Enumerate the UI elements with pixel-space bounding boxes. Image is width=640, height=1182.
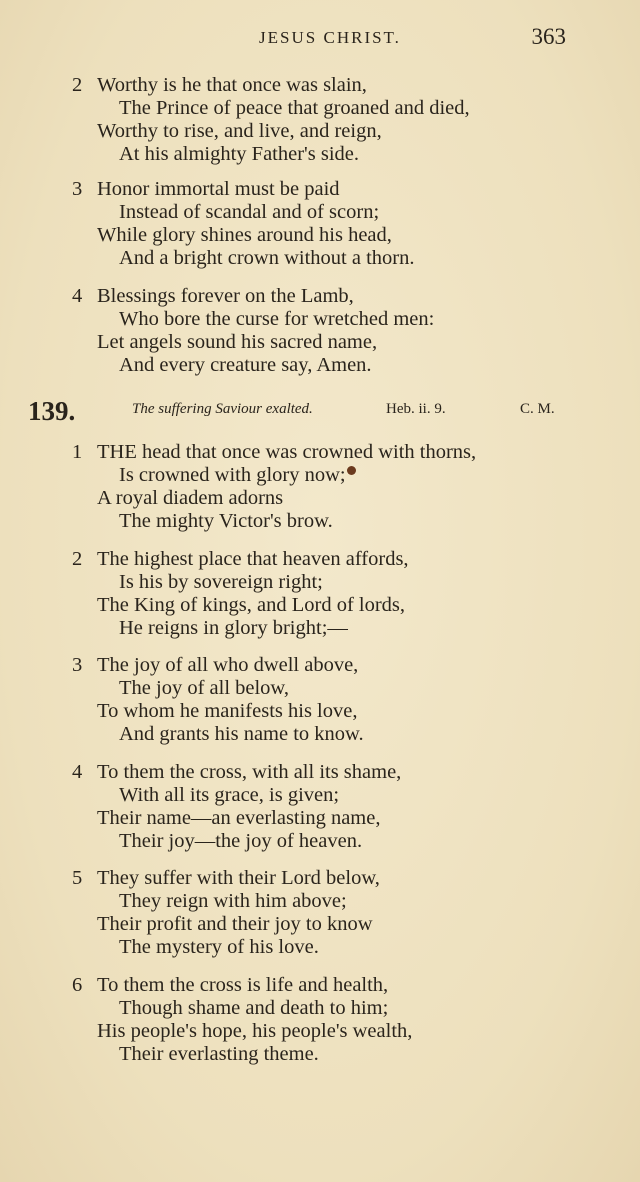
verse-line: Instead of scandal and of scorn; [119,201,380,223]
verse-line: To whom he manifests his love, [97,700,358,722]
page-number: 363 [531,24,566,49]
verse-line: Their joy—the joy of heaven. [119,830,363,852]
verse-number: 4 [72,285,83,307]
verse-line: The joy of all who dwell above, [97,654,359,676]
verse-line: Their name—an everlasting name, [97,807,381,829]
verse-line: Who bore the curse for wretched men: [119,308,435,330]
hymn-heading [0,396,640,426]
verse-line: While glory shines around his head, [97,224,392,246]
verse-line [119,464,356,487]
verse-line: Their everlasting theme. [119,1043,319,1065]
verse-number: 5 [72,867,83,889]
verse-line: And a bright crown without a thorn. [119,247,415,269]
verse-number: 3 [72,178,83,200]
verse-line: At his almighty Father's side. [119,143,359,165]
verse-line: Worthy is he that once was slain, [97,74,367,96]
verse-line: The Prince of peace that groaned and died, [119,97,470,119]
verse-number: 2 [72,548,83,570]
verse-line-text: Is crowned with glory now; [119,464,346,486]
verse-line: Worthy to rise, and live, and reign, [97,120,382,142]
verse-line: He reigns in glory bright;— [119,617,348,639]
verse-line: With all its grace, is given; [119,784,340,806]
verse-number: 4 [72,761,83,783]
verse-line: To them the cross, with all its shame, [97,761,402,783]
verse-line: To them the cross is life and health, [97,974,389,996]
hymn-meter: C. M. [520,401,555,417]
verse-line: And every creature say, Amen. [119,354,372,376]
verse-line: His people's hope, his people's wealth, [97,1020,413,1042]
verse-line: Is his by sovereign right; [119,571,323,593]
verse-line: A royal diadem adorns [97,487,284,509]
verse-line: The King of kings, and Lord of lords, [97,594,406,616]
verse-number: 2 [72,74,83,96]
ink-blot-mark [347,466,356,475]
verse-line: Let angels sound his sacred name, [97,331,378,353]
verse-line: The joy of all below, [119,677,290,699]
verse-line: They suffer with their Lord below, [97,867,380,889]
hymn-number: 139. [28,396,76,426]
verse-line: Though shame and death to him; [119,997,389,1019]
verse-line: Blessings forever on the Lamb, [97,285,354,307]
verse-line: They reign with him above; [119,890,347,912]
verse-line: The mighty Victor's brow. [119,510,333,532]
verse-line: The highest place that heaven affords, [97,548,409,570]
verse-line: The mystery of his love. [119,936,319,958]
verse-number: 6 [72,974,83,996]
scripture-reference: Heb. ii. 9. [386,401,446,417]
hymn-title: The suffering Saviour exalted. [132,401,313,417]
running-title: JESUS CHRIST. [259,28,401,47]
verse-line: THE head that once was crowned with thorns, [97,441,477,463]
verse-line: Honor immortal must be paid [97,178,340,200]
verse-line: Their profit and their joy to know [97,913,373,935]
verse-line: And grants his name to know. [119,723,364,745]
verse-number: 1 [72,441,83,463]
verse-number: 3 [72,654,83,676]
